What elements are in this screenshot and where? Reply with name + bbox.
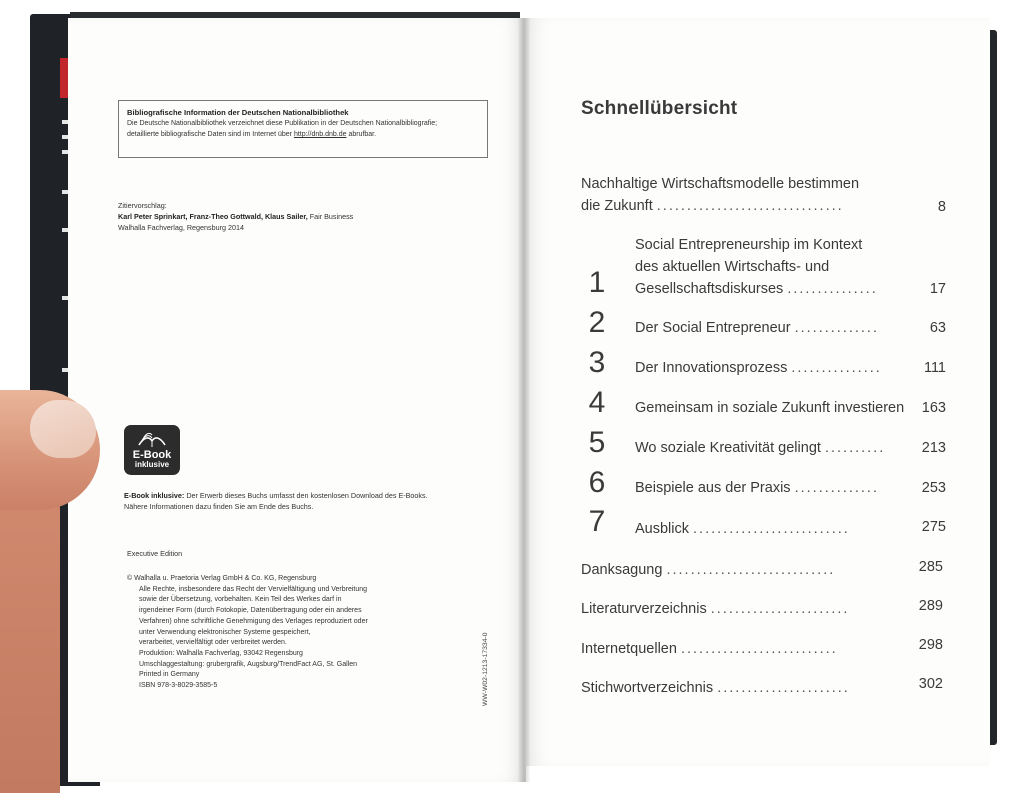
- legal-line: unter Verwendung elektronischer Systeme gespeichert,: [139, 628, 311, 636]
- toc-page-number: 8: [937, 199, 946, 215]
- toc-leader-dots: ..............: [794, 320, 879, 336]
- toc-leader-dots: ......................: [717, 680, 850, 696]
- toc-chapter-1-title-end: Gesellschaftsdiskurses: [635, 281, 784, 297]
- chapter-number: 2: [588, 306, 606, 339]
- toc-backmatter-title: Internetquellen: [581, 641, 677, 657]
- toc-leader-dots: ...............................: [656, 198, 844, 214]
- toc-page-number: 285: [918, 559, 943, 575]
- legal-line: Produktion: Walhalla Fachverlag, 93042 Regensburg: [139, 649, 303, 657]
- toc-leader-dots: ..........................: [693, 521, 850, 537]
- biblio-line-2: [127, 129, 479, 140]
- toc-chapter-5: [635, 440, 885, 456]
- legal-line: sowie der Übersetzung, vorbehalten. Kein Teil des Werkes darf in: [139, 596, 342, 604]
- toc-chapter-title: Gemeinsam in soziale Zukunft investieren: [635, 400, 905, 416]
- toc-leader-dots: ..........................: [680, 641, 838, 657]
- copyright-line: © Walhalla u. Praetoria Verlag GmbH & Co. KG, Regensburg: [127, 575, 317, 582]
- bibliographic-info-box: [118, 100, 488, 158]
- toc-page-number: 302: [918, 676, 943, 692]
- toc-page-number: 17: [929, 281, 946, 297]
- citation-publisher: Walhalla Fachverlag, Regensburg 2014: [118, 223, 244, 232]
- citation-authors: Karl Peter Sprinkart, Franz-Theo Gottwald, Klaus Sailer,: [118, 212, 308, 221]
- toc-page-number: 298: [918, 637, 943, 653]
- toc-page-number: 63: [929, 320, 946, 336]
- toc-leader-dots: ...............: [791, 360, 882, 376]
- toc-chapter-1-line-3: [635, 281, 878, 297]
- ebook-logo-line-1: E-Book: [132, 449, 172, 461]
- ebook-note: [124, 490, 428, 512]
- isbn-line: ISBN 978-3-8029-3585-5: [139, 682, 218, 690]
- toc-chapter-1-line-1: Social Entrepreneurship im Kontext: [635, 237, 863, 253]
- toc-backmatter-internet: [581, 641, 838, 657]
- biblio-line-1: Die Deutsche Nationalbibliothek verzeichnet diese Publikation in der Deutschen Nationalbibliografie;: [127, 120, 438, 127]
- ebook-note-line-1: [124, 490, 428, 501]
- toc-page-number: 111: [923, 360, 946, 376]
- toc-chapter-3: [635, 360, 882, 376]
- toc-chapter-title: Wo soziale Kreativität gelingt: [635, 440, 821, 456]
- cover-red-mark: [60, 58, 68, 78]
- toc-backmatter-title: Stichwortverzeichnis: [581, 680, 714, 696]
- biblio-heading: Bibliografische Information der Deutschen Nationalbibliothek: [127, 108, 349, 117]
- citation-block: [118, 200, 353, 233]
- toc-backmatter-literatur: [581, 601, 849, 617]
- open-book-icon: [138, 431, 166, 449]
- citation-title: Fair Business: [309, 212, 354, 221]
- citation-authors-line: [118, 211, 353, 222]
- legal-line: Alle Rechte, insbesondere das Recht der Vervielfältigung und Verbreitung: [139, 585, 368, 593]
- legal-line: Umschlaggestaltung: grubergrafik, Augsburg/TrendFact AG, St. Gallen: [139, 660, 358, 668]
- toc-chapter-title: Der Innovationsprozess: [635, 360, 788, 376]
- chapter-number: 6: [588, 466, 606, 499]
- toc-chapter-4: [635, 400, 904, 416]
- toc-intro-line-1: Nachhaltige Wirtschaftsmodelle bestimmen: [581, 176, 860, 192]
- ebook-note-text-2: Nähere Informationen dazu finden Sie am Ende des Buchs.: [124, 502, 314, 511]
- hand: [0, 480, 60, 793]
- toc-chapter-7: [635, 521, 850, 537]
- toc-chapter-6: [635, 480, 879, 496]
- book-gutter: [518, 18, 530, 782]
- legal-line: Verfahren) ohne schriftliche Genehmigung des Verlages reproduziert oder: [139, 617, 368, 625]
- toc-chapter-title: Beispiele aus der Praxis: [635, 480, 791, 496]
- toc-backmatter-danksagung: [581, 562, 835, 578]
- biblio-line-2-text: detaillierte bibliografische Daten sind im Internet über: [127, 131, 292, 138]
- legal-line: verarbeitet, vervielfältigt oder verbreitet werden.: [139, 639, 287, 647]
- toc-leader-dots: ...............: [787, 281, 878, 297]
- toc-leader-dots: ..........: [824, 440, 886, 456]
- legal-block: [127, 574, 368, 692]
- toc-leader-dots: .......................: [710, 601, 850, 617]
- ebook-note-bold: E-Book inklusive:: [124, 491, 185, 500]
- edition-label: Executive Edition: [127, 549, 183, 558]
- toc-page-number: 275: [921, 519, 946, 535]
- ebook-logo-line-2: inklusive: [134, 460, 170, 469]
- chapter-number: 4: [588, 386, 606, 419]
- toc-intro-title: die Zukunft: [581, 198, 653, 214]
- dnb-link[interactable]: http://dnb.dnb.de: [293, 131, 347, 138]
- toc-leader-dots: ............................: [666, 562, 836, 578]
- toc-chapter-title: Ausblick: [635, 521, 689, 537]
- toc-intro-line-2: [581, 198, 844, 214]
- toc-chapter-1-line-2: des aktuellen Wirtschafts- und: [635, 259, 830, 275]
- vertical-print-code: WW-W02-1213-17334-0: [482, 632, 489, 706]
- thumbnail-nail: [30, 400, 96, 458]
- chapter-number: 7: [588, 505, 606, 538]
- legal-line: Printed in Germany: [139, 671, 200, 679]
- toc-backmatter-title: Danksagung: [581, 562, 663, 578]
- toc-backmatter-stichwort: [581, 680, 850, 696]
- ebook-note-text-1: Der Erwerb dieses Buchs umfasst den kostenlosen Download des E-Books.: [186, 491, 428, 500]
- toc-page-number: 213: [921, 440, 946, 456]
- toc-page-number: 253: [921, 480, 946, 496]
- toc-chapter-title: Der Social Entrepreneur: [635, 320, 791, 336]
- cover-red-mark: [60, 78, 68, 98]
- chapter-number: 1: [588, 266, 606, 299]
- biblio-line-2-end: abrufbar.: [348, 131, 377, 138]
- ebook-inklusive-logo: [124, 425, 180, 475]
- toc-leader-dots: ..............: [794, 480, 879, 496]
- toc-chapter-2: [635, 320, 879, 336]
- citation-label: Zitiervorschlag:: [118, 201, 167, 210]
- page-title: Schnellübersicht: [581, 98, 738, 119]
- toc-page-number: 163: [921, 400, 946, 416]
- legal-line: irgendeiner Form (durch Fotokopie, Datenübertragung oder ein anderes: [139, 607, 362, 615]
- toc-backmatter-title: Literaturverzeichnis: [581, 601, 707, 617]
- chapter-number: 3: [588, 346, 606, 379]
- chapter-number: 5: [588, 426, 606, 459]
- toc-page-number: 289: [918, 598, 943, 614]
